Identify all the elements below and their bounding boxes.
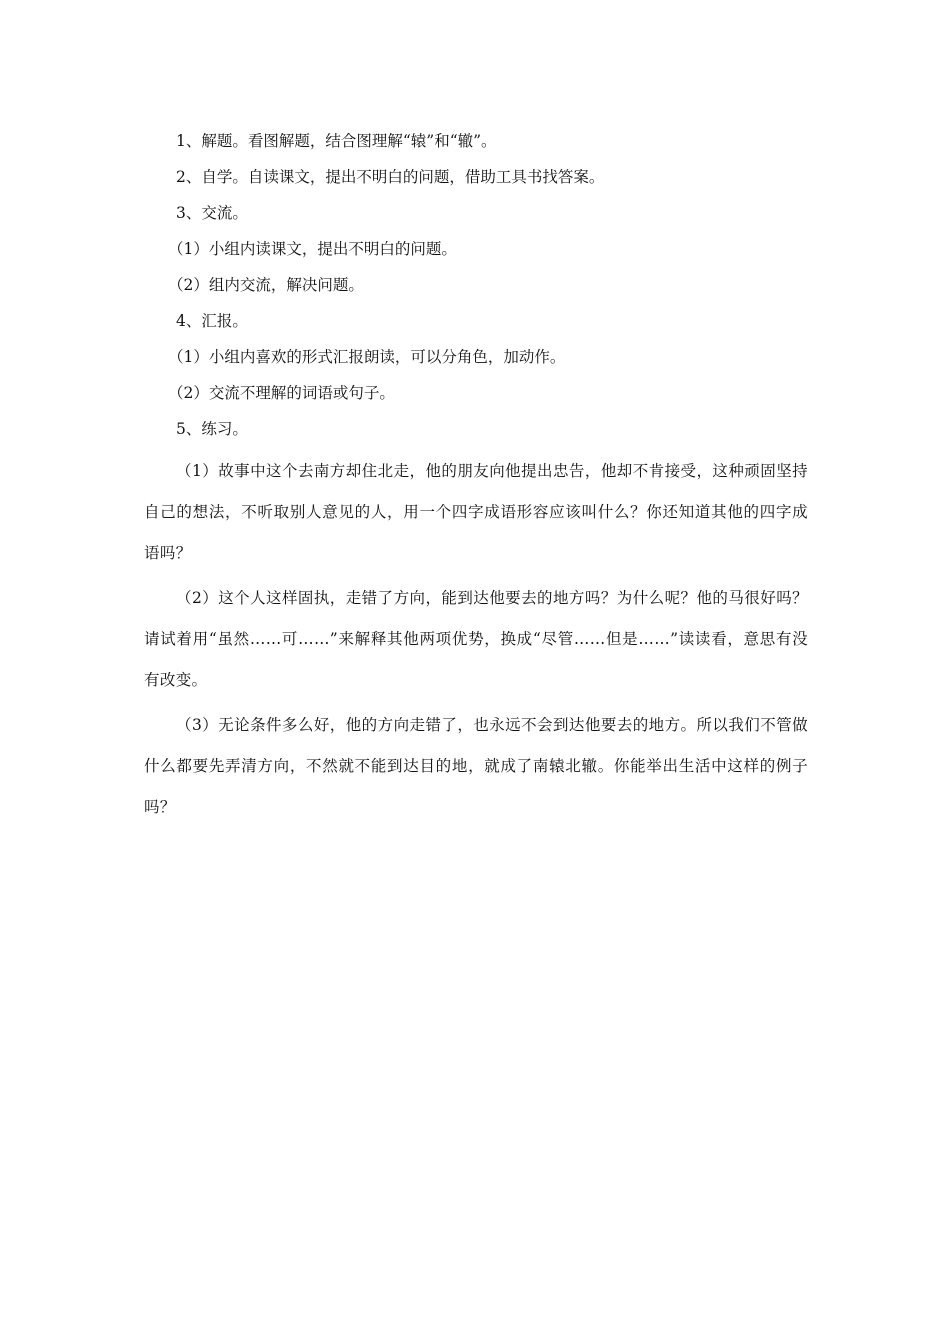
step-4-item-2: （2）交流不理解的词语或句子。 (168, 384, 395, 402)
step-3-item-1: （1）小组内读课文，提出不明白的问题。 (168, 240, 457, 258)
exercise-1: （1）故事中这个去南方却住北走，他的朋友向他提出忠告，他却不肯接受，这种顽固坚持自己的想法，不听取别人意见的人，用一个四字成语形容应该叫什么？你还知道其他的四字成语吗？ (144, 462, 808, 562)
exercise-2: （2）这个人这样固执，走错了方向，能到达他要去的地方吗？为什么呢？他的马很好吗？请试着用“虽然……可……”来解释其他两项优势，换成“尽管……但是……”读读看，意思有没有改变。 (144, 589, 808, 689)
step-5-practice: 5、练习。 (176, 420, 248, 438)
step-2-self-study: 2、自学。自读课文，提出不明白的问题，借助工具书找答案。 (176, 168, 605, 186)
step-4-report: 4、汇报。 (176, 312, 248, 330)
step-3-item-2: （2）组内交流，解决问题。 (168, 276, 364, 294)
exercise-3: （3）无论条件多么好，他的方向走错了，也永远不会到达他要去的地方。所以我们不管做什么都要先弄清方向，不然就不能到达目的地，就成了南辕北辙。你能举出生活中这样的例子吗？ (144, 716, 808, 816)
step-4-item-1: （1）小组内喜欢的形式汇报朗读，可以分角色，加动作。 (168, 348, 566, 366)
step-1-solve-title: 1、解题。看图解题，结合图理解“辕”和“辙”。 (176, 132, 497, 150)
document-body (144, 123, 808, 828)
step-3-exchange: 3、交流。 (176, 204, 248, 222)
